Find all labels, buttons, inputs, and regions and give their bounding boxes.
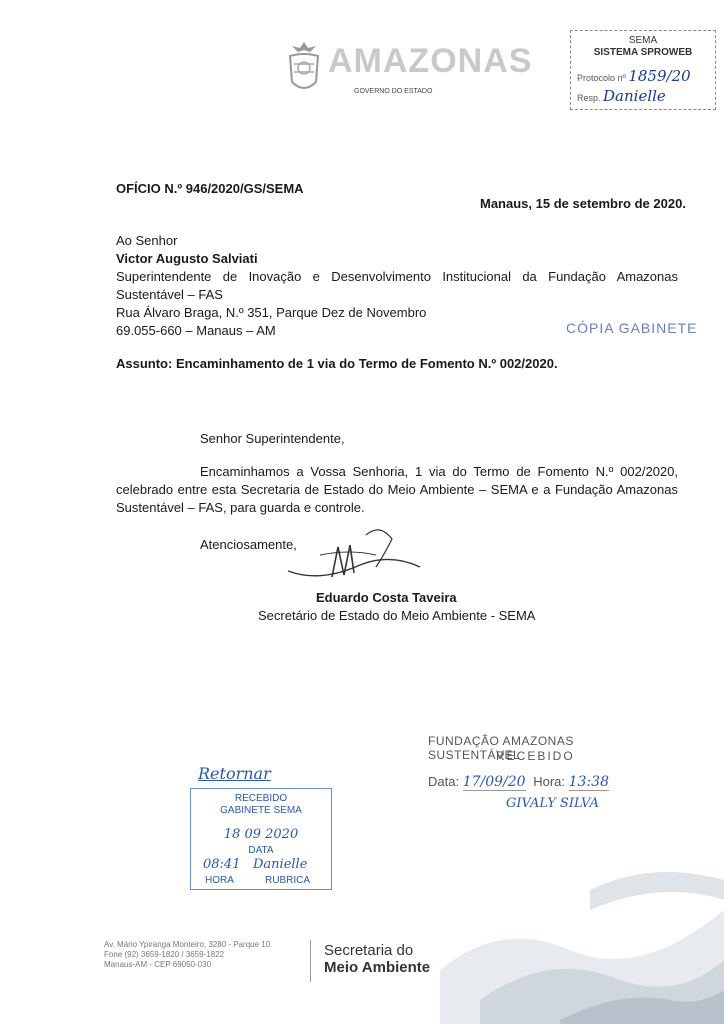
gabinete-hora-label: HORA	[205, 875, 234, 886]
gabinete-date-label: DATA	[248, 845, 274, 856]
footer-brand-line2: Meio Ambiente	[324, 959, 431, 976]
address-line1: Rua Álvaro Braga, N.º 351, Parque Dez de Novembro	[116, 305, 427, 320]
body-line3: Sustentável – FAS, para guarda e controle.	[116, 500, 365, 515]
amazonas-logo	[282, 34, 533, 104]
gabinete-rubrica-label: RUBRICA	[265, 875, 311, 886]
footer-address-line1: Av. Mário Ypiranga Monteiro, 3280 - Parque 10	[104, 940, 271, 949]
stamp-org: SEMA	[628, 35, 658, 46]
subject-line: Assunto: Encaminhamento de 1 via do Termo de Fomento N.º 002/2020.	[116, 356, 558, 371]
greeting: Senhor Superintendente,	[200, 431, 345, 446]
gabinete-hora-value: 08:41	[203, 857, 241, 872]
footer-divider	[310, 940, 311, 982]
signer-title: Secretário de Estado do Meio Ambiente - SEMA	[258, 608, 536, 623]
recipient-title-line2: Sustentável – FAS	[116, 287, 223, 302]
oficio-number: OFÍCIO N.º 946/2020/GS/SEMA	[116, 181, 304, 196]
resp-value: Danielle	[603, 87, 666, 105]
closing: Atenciosamente,	[200, 537, 297, 552]
salutation-to: Ao Senhor	[116, 233, 178, 248]
footer-address-line3: Manaus-AM - CEP 69050-030	[104, 960, 212, 969]
body-line1: Encaminhamos a Vossa Senhoria, 1 via do Termo de Fomento N.º 002/2020,	[200, 464, 678, 479]
gabinete-rubrica-value: Danielle	[253, 857, 308, 872]
coat-of-arms-icon	[282, 38, 326, 98]
return-note: Retornar	[198, 764, 271, 783]
gabinete-stamp-org: GABINETE SEMA	[220, 805, 302, 816]
footer-brand-line1: Secretaria do	[324, 942, 414, 959]
fas-hora-label: Hora:	[533, 774, 566, 789]
recipient-title-line1: Superintendente de Inovação e Desenvolvimento Institucional da Fundação Amazonas	[116, 269, 678, 284]
gabinete-date-value: 18 09 2020	[223, 827, 299, 842]
body-line2: celebrado entre esta Secretaria de Estado do Meio Ambiente – SEMA e a Fundação Amazonas	[116, 482, 678, 497]
protocolo-label: Protocolo nº	[577, 73, 626, 83]
signer-name: Eduardo Costa Taveira	[316, 590, 457, 605]
logo-wordmark: AMAZONAS	[328, 42, 533, 80]
address-line2: 69.055-660 – Manaus – AM	[116, 323, 276, 338]
gabinete-received-stamp	[190, 788, 332, 890]
fas-date-value: 17/09/20	[462, 774, 526, 790]
footer-address-line2: Fone (92) 3659-1820 / 3659-1822	[104, 950, 225, 959]
fas-hora-value: 13:38	[568, 774, 609, 790]
protocol-stamp	[570, 30, 716, 110]
recipient-name: Victor Augusto Salviati	[116, 251, 258, 266]
protocolo-value: 1859/20	[628, 67, 691, 85]
resp-row	[577, 87, 666, 105]
wave-decoration-icon	[440, 850, 724, 1024]
letter-date: Manaus, 15 de setembro de 2020.	[480, 196, 686, 211]
fas-date-row	[428, 774, 609, 790]
fas-stamp-received: RECEBIDO	[496, 749, 575, 763]
stamp-system: SISTEMA SPROWEB	[593, 47, 693, 58]
resp-label: Resp.	[577, 93, 601, 103]
logo-subtitle: GOVERNO DO ESTADO	[354, 88, 433, 95]
footer-brand	[324, 942, 430, 976]
copy-stamp: CÓPIA GABINETE	[566, 320, 698, 336]
fas-received-stamp	[428, 734, 648, 824]
protocolo-row	[577, 67, 691, 85]
signature-icon	[280, 525, 430, 590]
footer-address	[104, 940, 270, 970]
fas-stamp-org: FUNDAÇÃO AMAZONAS SUSTENTÁVEL	[428, 734, 574, 762]
fas-receiver-name: GIVALY SILVA	[506, 796, 599, 811]
fas-date-label: Data:	[428, 774, 460, 789]
gabinete-stamp-received: RECEBIDO	[234, 793, 288, 804]
